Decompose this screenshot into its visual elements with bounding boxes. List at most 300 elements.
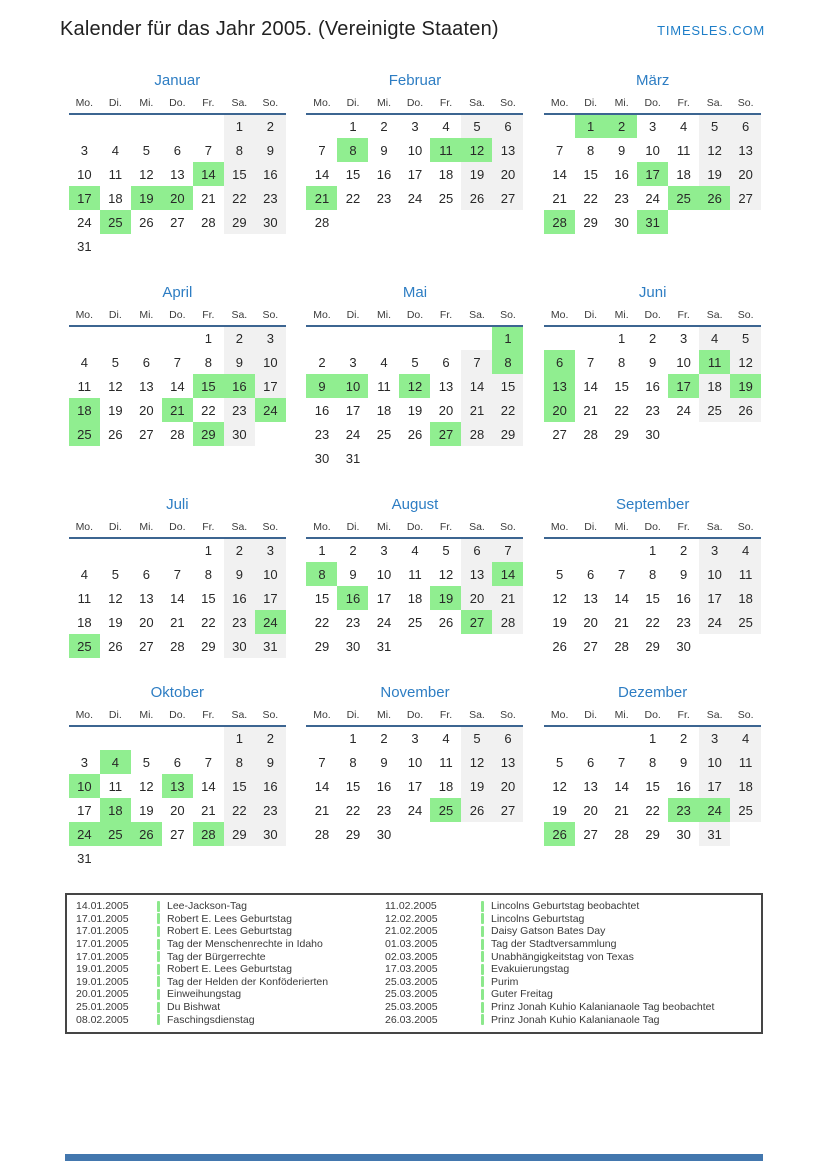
day-cell: 20 [730, 162, 761, 186]
weekday-header: Mo. [69, 521, 100, 538]
weekday-header: Fr. [668, 521, 699, 538]
empty-cell [131, 538, 162, 562]
day-cell: 18 [77, 614, 92, 630]
holiday-tick-icon [481, 939, 484, 950]
day-cell: 24 [699, 610, 730, 634]
weekday-header: Sa. [699, 521, 730, 538]
day-cell: 12 [552, 778, 567, 794]
day-cell: 25 [100, 210, 131, 234]
day-cell: 19 [108, 402, 123, 418]
empty-cell [730, 210, 761, 234]
day-cell: 20 [583, 614, 598, 630]
day-cell: 2 [380, 731, 388, 746]
month-table [306, 309, 523, 470]
legend-row [67, 963, 385, 976]
day-cell: 12 [699, 138, 730, 162]
legend-row [385, 925, 761, 938]
day-cell: 1 [204, 543, 212, 558]
day-cell: 30 [614, 214, 629, 230]
legend-holiday-name: Tag der Bürgerrechte [167, 950, 266, 963]
empty-cell [399, 326, 430, 350]
week-row [306, 326, 523, 350]
week-row [69, 422, 286, 446]
day-cell: 25 [376, 426, 392, 442]
holiday-tick-icon [481, 964, 484, 975]
holiday-tick-icon [157, 1014, 160, 1025]
day-cell: 7 [173, 354, 181, 370]
week-row [306, 798, 523, 822]
empty-cell [461, 326, 492, 350]
day-cell: 1 [349, 119, 357, 134]
day-cell: 28 [461, 422, 492, 446]
day-cell: 4 [380, 354, 388, 370]
weekday-header: Do. [162, 521, 193, 538]
day-cell: 13 [162, 774, 193, 798]
weekday-header: So. [255, 309, 286, 326]
day-cell: 22 [201, 402, 216, 418]
day-cell: 2 [606, 114, 637, 138]
day-cell: 13 [492, 138, 523, 162]
weekday-header-row [544, 709, 761, 726]
weekday-header-row [69, 521, 286, 538]
empty-cell [69, 326, 100, 350]
day-cell: 18 [730, 586, 761, 610]
week-row [306, 114, 523, 138]
day-cell: 4 [442, 119, 450, 134]
month-title: Dezember [618, 684, 688, 701]
day-cell: 4 [442, 731, 450, 746]
day-cell: 21 [614, 614, 629, 630]
month-block [69, 284, 286, 446]
day-cell: 31 [345, 450, 361, 466]
day-cell: 31 [699, 822, 730, 846]
empty-cell [131, 326, 162, 350]
legend-holiday-name: Purim [491, 975, 519, 988]
week-row [544, 634, 761, 658]
day-cell: 19 [730, 374, 761, 398]
day-cell: 5 [442, 543, 450, 558]
weekday-header: Mo. [306, 521, 337, 538]
legend-holiday-name: Daisy Gatson Bates Day [491, 925, 606, 938]
day-cell: 14 [170, 378, 185, 394]
month-title: Mai [402, 284, 428, 301]
weekday-header: Fr. [193, 709, 224, 726]
day-cell: 8 [204, 354, 212, 370]
month-table [306, 97, 523, 234]
day-cell: 1 [349, 731, 357, 746]
empty-cell [306, 326, 337, 350]
day-cell: 17 [668, 374, 699, 398]
day-cell: 18 [69, 398, 100, 422]
day-cell: 7 [204, 754, 212, 770]
legend-holiday-name: Robert E. Lees Geburtstag [167, 912, 292, 925]
day-cell: 5 [111, 566, 119, 582]
month-title: Oktober [150, 684, 204, 701]
empty-cell [193, 234, 224, 258]
empty-cell [606, 726, 637, 750]
month-block [69, 496, 286, 658]
day-cell: 26 [108, 638, 123, 654]
day-cell: 23 [224, 398, 255, 422]
holiday-legend [65, 893, 763, 1034]
day-cell: 17 [69, 186, 100, 210]
day-cell: 21 [162, 398, 193, 422]
day-cell: 10 [337, 374, 368, 398]
weekday-header: Mi. [368, 709, 399, 726]
holiday-tick-icon [481, 901, 484, 912]
day-cell: 26 [730, 398, 761, 422]
day-cell: 5 [461, 726, 492, 750]
empty-cell [544, 114, 575, 138]
day-cell: 18 [376, 402, 392, 418]
day-cell: 18 [108, 190, 123, 206]
day-cell: 7 [318, 754, 326, 770]
day-cell: 30 [314, 450, 330, 466]
day-cell: 18 [438, 166, 454, 182]
day-cell: 18 [407, 590, 423, 606]
empty-cell [162, 326, 193, 350]
weekday-header: Mi. [131, 97, 162, 114]
week-row [69, 822, 286, 846]
day-cell: 21 [614, 802, 629, 818]
day-cell: 29 [193, 422, 224, 446]
weekday-header-row [544, 521, 761, 538]
day-cell: 3 [649, 119, 657, 134]
holiday-tick-icon [481, 976, 484, 987]
week-row [69, 586, 286, 610]
month-title: Februar [388, 72, 442, 89]
month-title: November [380, 684, 450, 701]
month-table [544, 709, 761, 846]
day-cell: 27 [139, 426, 154, 442]
weekday-header: So. [730, 309, 761, 326]
day-cell: 14 [614, 590, 629, 606]
month-title: Januar [154, 72, 201, 89]
week-row [69, 798, 286, 822]
weekday-header: Do. [162, 309, 193, 326]
day-cell: 11 [730, 750, 761, 774]
weekday-header: Fr. [430, 521, 461, 538]
day-cell: 31 [255, 634, 286, 658]
day-cell: 13 [170, 166, 185, 182]
day-cell: 9 [680, 566, 688, 582]
weekday-header-row [306, 97, 523, 114]
weekday-header: Mi. [606, 521, 637, 538]
empty-cell [492, 822, 523, 846]
legend-date: 08.02.2005 [76, 1013, 129, 1026]
day-cell: 13 [544, 374, 575, 398]
weekday-header-row [306, 521, 523, 538]
day-cell: 3 [699, 538, 730, 562]
day-cell: 3 [80, 754, 88, 770]
week-row [306, 210, 523, 234]
day-cell: 24 [255, 398, 286, 422]
day-cell: 13 [461, 562, 492, 586]
week-row [544, 326, 761, 350]
week-row [306, 350, 523, 374]
months-grid [65, 72, 765, 870]
day-cell: 8 [618, 354, 626, 370]
day-cell: 13 [583, 590, 598, 606]
day-cell: 20 [492, 162, 523, 186]
day-cell: 10 [407, 142, 423, 158]
day-cell: 22 [492, 398, 523, 422]
month-block [306, 284, 523, 470]
day-cell: 29 [583, 214, 598, 230]
empty-cell [69, 114, 100, 138]
day-cell: 2 [380, 119, 388, 134]
day-cell: 5 [699, 114, 730, 138]
day-cell: 18 [438, 778, 454, 794]
day-cell: 16 [676, 778, 691, 794]
legend-date: 17.03.2005 [385, 963, 438, 976]
day-cell: 1 [649, 543, 657, 558]
day-cell: 6 [461, 538, 492, 562]
weekday-header: So. [730, 97, 761, 114]
day-cell: 15 [645, 778, 660, 794]
empty-cell [730, 822, 761, 846]
empty-cell [544, 326, 575, 350]
legend-holiday-name: Unabhängigkeitstag von Texas [491, 950, 634, 963]
day-cell: 27 [583, 826, 598, 842]
weekday-header: Do. [637, 521, 668, 538]
empty-cell [100, 846, 131, 870]
day-cell: 8 [337, 138, 368, 162]
day-cell: 27 [583, 638, 598, 654]
legend-column-left [67, 900, 385, 1026]
day-cell: 30 [255, 822, 286, 846]
legend-date: 19.01.2005 [76, 975, 129, 988]
day-cell: 8 [349, 754, 357, 770]
day-cell: 25 [730, 610, 761, 634]
legend-row [67, 938, 385, 951]
day-cell: 15 [201, 590, 216, 606]
day-cell: 12 [139, 778, 154, 794]
day-cell: 13 [139, 590, 154, 606]
weekday-header: Di. [337, 97, 368, 114]
day-cell: 8 [587, 142, 595, 158]
holiday-tick-icon [157, 976, 160, 987]
month-block [544, 284, 761, 446]
week-row [306, 186, 523, 210]
day-cell: 5 [111, 354, 119, 370]
empty-cell [193, 114, 224, 138]
day-cell: 11 [108, 166, 123, 182]
day-cell: 29 [614, 426, 629, 442]
day-cell: 22 [224, 798, 255, 822]
day-cell: 24 [345, 426, 361, 442]
day-cell: 6 [492, 114, 523, 138]
legend-holiday-name: Du Bishwat [167, 1001, 221, 1014]
empty-cell [337, 210, 368, 234]
week-row [306, 374, 523, 398]
weekday-header: Di. [337, 309, 368, 326]
weekday-header: Do. [399, 97, 430, 114]
week-row [306, 634, 523, 658]
day-cell: 3 [411, 119, 419, 134]
day-cell: 22 [645, 614, 660, 630]
legend-date: 11.02.2005 [385, 900, 437, 913]
day-cell: 22 [645, 802, 660, 818]
day-cell: 30 [676, 826, 691, 842]
day-cell: 8 [306, 562, 337, 586]
day-cell: 14 [314, 166, 330, 182]
week-row [69, 750, 286, 774]
day-cell: 5 [556, 566, 564, 582]
holiday-tick-icon [157, 901, 160, 912]
brand-link[interactable]: TIMESLES.COM [657, 23, 765, 38]
legend-holiday-name: Lee-Jackson-Tag [167, 900, 247, 913]
holiday-tick-icon [157, 939, 160, 950]
weekday-header: So. [730, 521, 761, 538]
day-cell: 3 [255, 538, 286, 562]
week-row [69, 846, 286, 870]
month-table [69, 309, 286, 446]
day-cell: 16 [676, 590, 691, 606]
day-cell: 27 [170, 214, 185, 230]
weekday-header: Sa. [224, 97, 255, 114]
day-cell: 14 [170, 590, 185, 606]
day-cell: 9 [618, 142, 626, 158]
day-cell: 6 [492, 726, 523, 750]
day-cell: 19 [552, 802, 567, 818]
legend-holiday-name: Lincolns Geburtstag [491, 912, 585, 925]
day-cell: 18 [100, 798, 131, 822]
empty-cell [575, 326, 606, 350]
day-cell: 17 [376, 590, 392, 606]
day-cell: 28 [614, 826, 629, 842]
week-row [544, 726, 761, 750]
day-cell: 7 [461, 350, 492, 374]
weekday-header: Mo. [69, 97, 100, 114]
day-cell: 9 [380, 142, 388, 158]
day-cell: 30 [255, 210, 286, 234]
day-cell: 7 [556, 142, 564, 158]
day-cell: 19 [699, 162, 730, 186]
legend-date: 25.03.2005 [385, 1001, 438, 1014]
empty-cell [492, 210, 523, 234]
day-cell: 8 [649, 754, 657, 770]
day-cell: 16 [224, 586, 255, 610]
week-row [69, 610, 286, 634]
empty-cell [131, 234, 162, 258]
legend-date: 17.01.2005 [76, 938, 129, 951]
day-cell: 5 [461, 114, 492, 138]
day-cell: 29 [645, 638, 660, 654]
day-cell: 21 [461, 398, 492, 422]
week-row [69, 186, 286, 210]
day-cell: 14 [552, 166, 567, 182]
day-cell: 7 [618, 754, 626, 770]
day-cell: 23 [376, 802, 392, 818]
weekday-header: Sa. [461, 309, 492, 326]
day-cell: 9 [255, 750, 286, 774]
day-cell: 26 [131, 822, 162, 846]
weekday-header: Di. [575, 97, 606, 114]
weekday-header: Do. [399, 309, 430, 326]
day-cell: 26 [461, 798, 492, 822]
day-cell: 10 [255, 350, 286, 374]
empty-cell [100, 114, 131, 138]
day-cell: 5 [142, 142, 150, 158]
empty-cell [575, 726, 606, 750]
weekday-header: Fr. [430, 709, 461, 726]
empty-cell [368, 210, 399, 234]
weekday-header: Do. [399, 709, 430, 726]
day-cell: 17 [255, 374, 286, 398]
day-cell: 23 [376, 190, 392, 206]
day-cell: 2 [224, 326, 255, 350]
empty-cell [69, 538, 100, 562]
day-cell: 24 [676, 402, 691, 418]
week-row [69, 234, 286, 258]
day-cell: 25 [430, 798, 461, 822]
empty-cell [699, 210, 730, 234]
day-cell: 21 [552, 190, 567, 206]
day-cell: 25 [730, 798, 761, 822]
week-row [306, 562, 523, 586]
empty-cell [224, 234, 255, 258]
week-row [306, 538, 523, 562]
day-cell: 17 [345, 402, 361, 418]
legend-date: 25.03.2005 [385, 988, 438, 1001]
day-cell: 12 [139, 166, 154, 182]
day-cell: 3 [680, 331, 688, 346]
day-cell: 8 [649, 566, 657, 582]
legend-holiday-name: Lincolns Geburtstag beobachtet [491, 900, 640, 913]
week-row [544, 398, 761, 422]
day-cell: 9 [349, 566, 357, 582]
week-row [544, 750, 761, 774]
day-cell: 28 [492, 610, 523, 634]
day-cell: 28 [314, 826, 330, 842]
day-cell: 21 [170, 614, 185, 630]
weekday-header: Do. [637, 309, 668, 326]
week-row [544, 798, 761, 822]
day-cell: 25 [69, 634, 100, 658]
day-cell: 23 [676, 614, 691, 630]
empty-cell [399, 634, 430, 658]
holiday-tick-icon [157, 1002, 160, 1013]
weekday-header: Mo. [69, 309, 100, 326]
holiday-tick-icon [481, 1002, 484, 1013]
month-block [544, 496, 761, 658]
day-cell: 26 [552, 638, 567, 654]
empty-cell [255, 846, 286, 870]
day-cell: 9 [649, 354, 657, 370]
day-cell: 15 [193, 374, 224, 398]
empty-cell [131, 846, 162, 870]
day-cell: 2 [680, 731, 688, 746]
day-cell: 12 [438, 566, 454, 582]
week-row [544, 586, 761, 610]
day-cell: 5 [142, 754, 150, 770]
day-cell: 15 [345, 166, 361, 182]
week-row [69, 210, 286, 234]
week-row [69, 326, 286, 350]
weekday-header: So. [492, 309, 523, 326]
week-row [69, 398, 286, 422]
month-title: Juni [638, 284, 667, 301]
legend-row [67, 988, 385, 1001]
legend-date: 21.02.2005 [385, 925, 438, 938]
weekday-header: So. [492, 709, 523, 726]
day-cell: 13 [492, 750, 523, 774]
day-cell: 12 [730, 350, 761, 374]
day-cell: 14 [201, 778, 216, 794]
day-cell: 26 [699, 186, 730, 210]
day-cell: 23 [614, 190, 629, 206]
